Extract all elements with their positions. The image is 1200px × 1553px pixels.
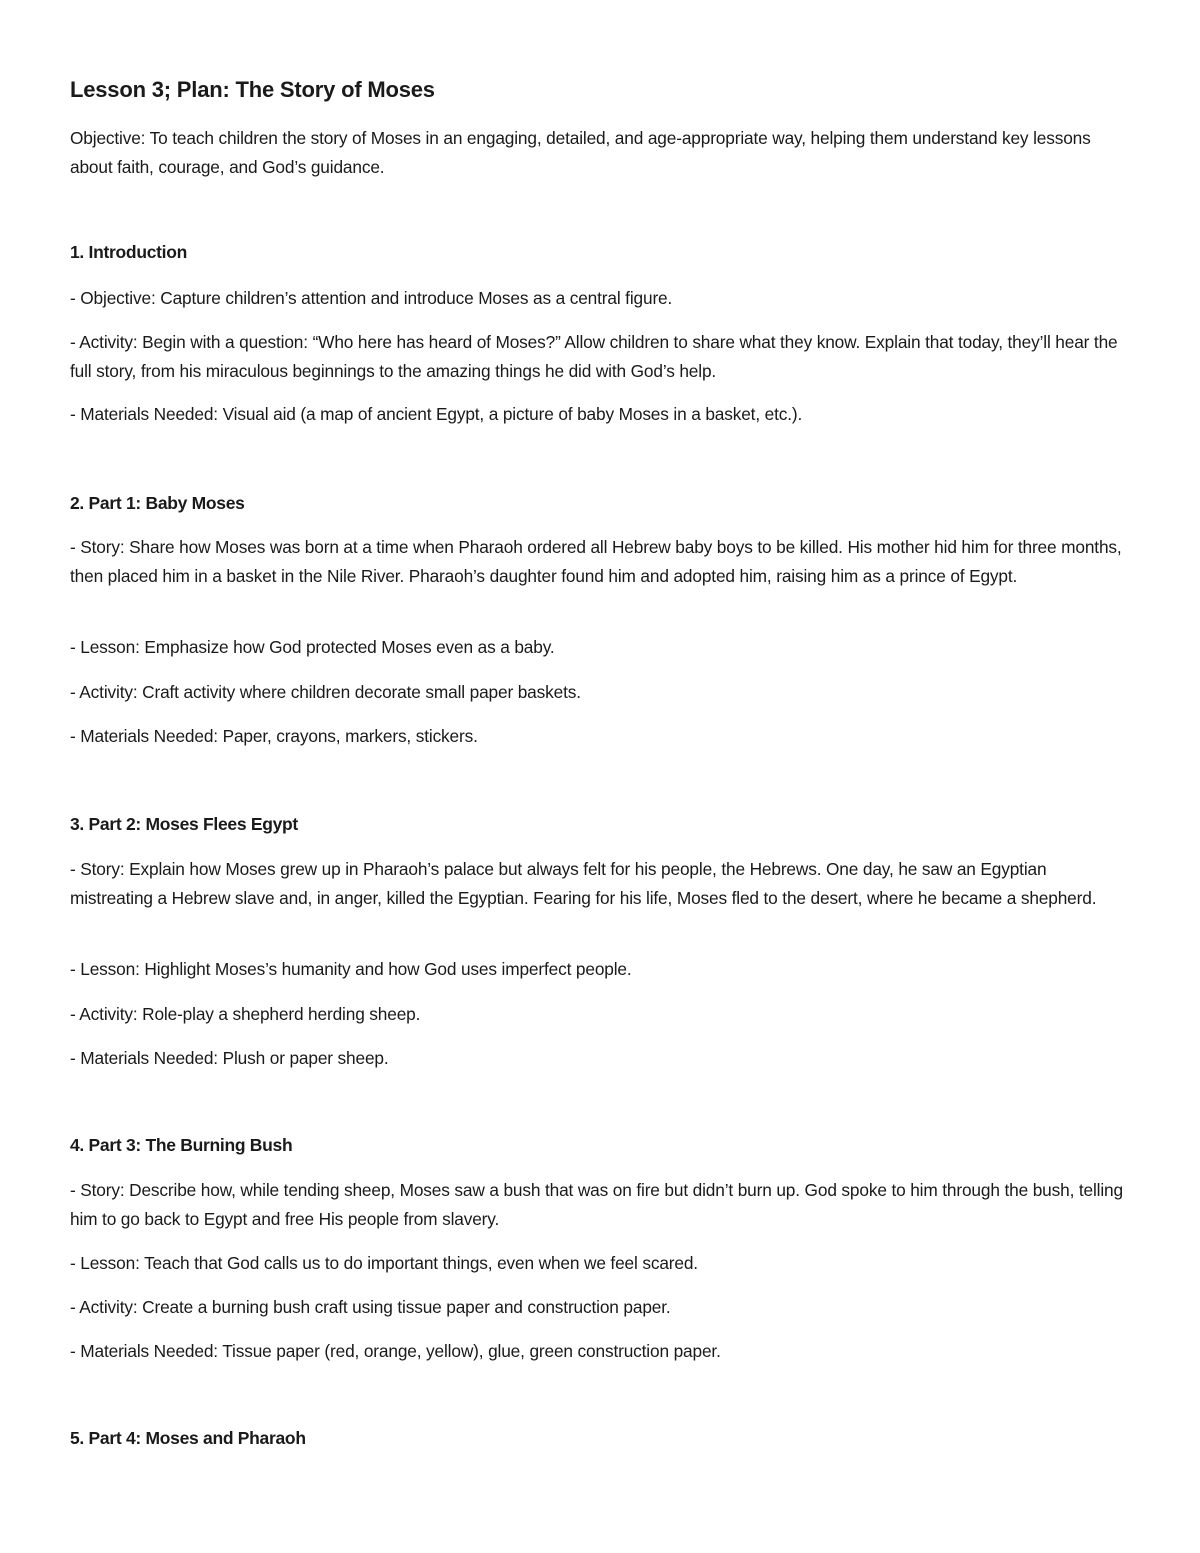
burning-bush-materials: - Materials Needed: Tissue paper (red, orange, yellow), glue, green construction paper. <box>70 1341 721 1361</box>
section-heading-introduction: 1. Introduction <box>70 242 188 262</box>
introduction-objective: - Objective: Capture children’s attention and introduce Moses as a central figure. <box>70 288 673 308</box>
lesson-objective: Objective: To teach children the story of Moses in an engaging, detailed, and age-appropriate way, helping them understand key lessons about faith, courage, and God’s guidance. <box>70 128 1091 177</box>
moses-flees-lesson: - Lesson: Highlight Moses’s humanity and how God uses imperfect people. <box>70 959 632 979</box>
moses-flees-story: - Story: Explain how Moses grew up in Pharaoh’s palace but always felt for his people, the Hebrews. One day, he saw an Egyptian mistreating a Hebrew slave and, in anger, killed the Egyptian. Fearing for his life, Moses fled to the desert, where he became a shepherd. <box>70 859 1097 908</box>
moses-flees-activity: - Activity: Role-play a shepherd herding sheep. <box>70 1004 421 1024</box>
burning-bush-activity: - Activity: Create a burning bush craft using tissue paper and construction paper. <box>70 1297 671 1317</box>
section-heading-moses-flees-egypt: 3. Part 2: Moses Flees Egypt <box>70 814 298 834</box>
burning-bush-story: - Story: Describe how, while tending sheep, Moses saw a bush that was on fire but didn’t burn up. God spoke to him through the bush, telling him to go back to Egypt and free His people from slavery. <box>70 1180 1123 1229</box>
baby-moses-activity: - Activity: Craft activity where children decorate small paper baskets. <box>70 682 581 702</box>
introduction-activity: - Activity: Begin with a question: “Who here has heard of Moses?” Allow children to share what they know. Explain that today, they’ll hear the full story, from his miraculous beginnings to the amazing things he did with God’s help. <box>70 332 1118 381</box>
section-heading-burning-bush: 4. Part 3: The Burning Bush <box>70 1135 293 1155</box>
moses-flees-materials: - Materials Needed: Plush or paper sheep. <box>70 1048 389 1068</box>
section-heading-moses-and-pharaoh: 5. Part 4: Moses and Pharaoh <box>70 1428 306 1448</box>
section-heading-baby-moses: 2. Part 1: Baby Moses <box>70 493 245 513</box>
baby-moses-story: - Story: Share how Moses was born at a time when Pharaoh ordered all Hebrew baby boys to be killed. His mother hid him for three months, then placed him in a basket in the Nile River. Pharaoh’s daughter found him and adopted him, raising him as a prince of Egypt. <box>70 537 1122 586</box>
burning-bush-lesson: - Lesson: Teach that God calls us to do important things, even when we feel scared. <box>70 1253 698 1273</box>
baby-moses-lesson: - Lesson: Emphasize how God protected Moses even as a baby. <box>70 637 555 657</box>
document-title: Lesson 3; Plan: The Story of Moses <box>70 77 435 102</box>
baby-moses-materials: - Materials Needed: Paper, crayons, markers, stickers. <box>70 726 478 746</box>
introduction-materials: - Materials Needed: Visual aid (a map of ancient Egypt, a picture of baby Moses in a basket, etc.). <box>70 404 803 424</box>
